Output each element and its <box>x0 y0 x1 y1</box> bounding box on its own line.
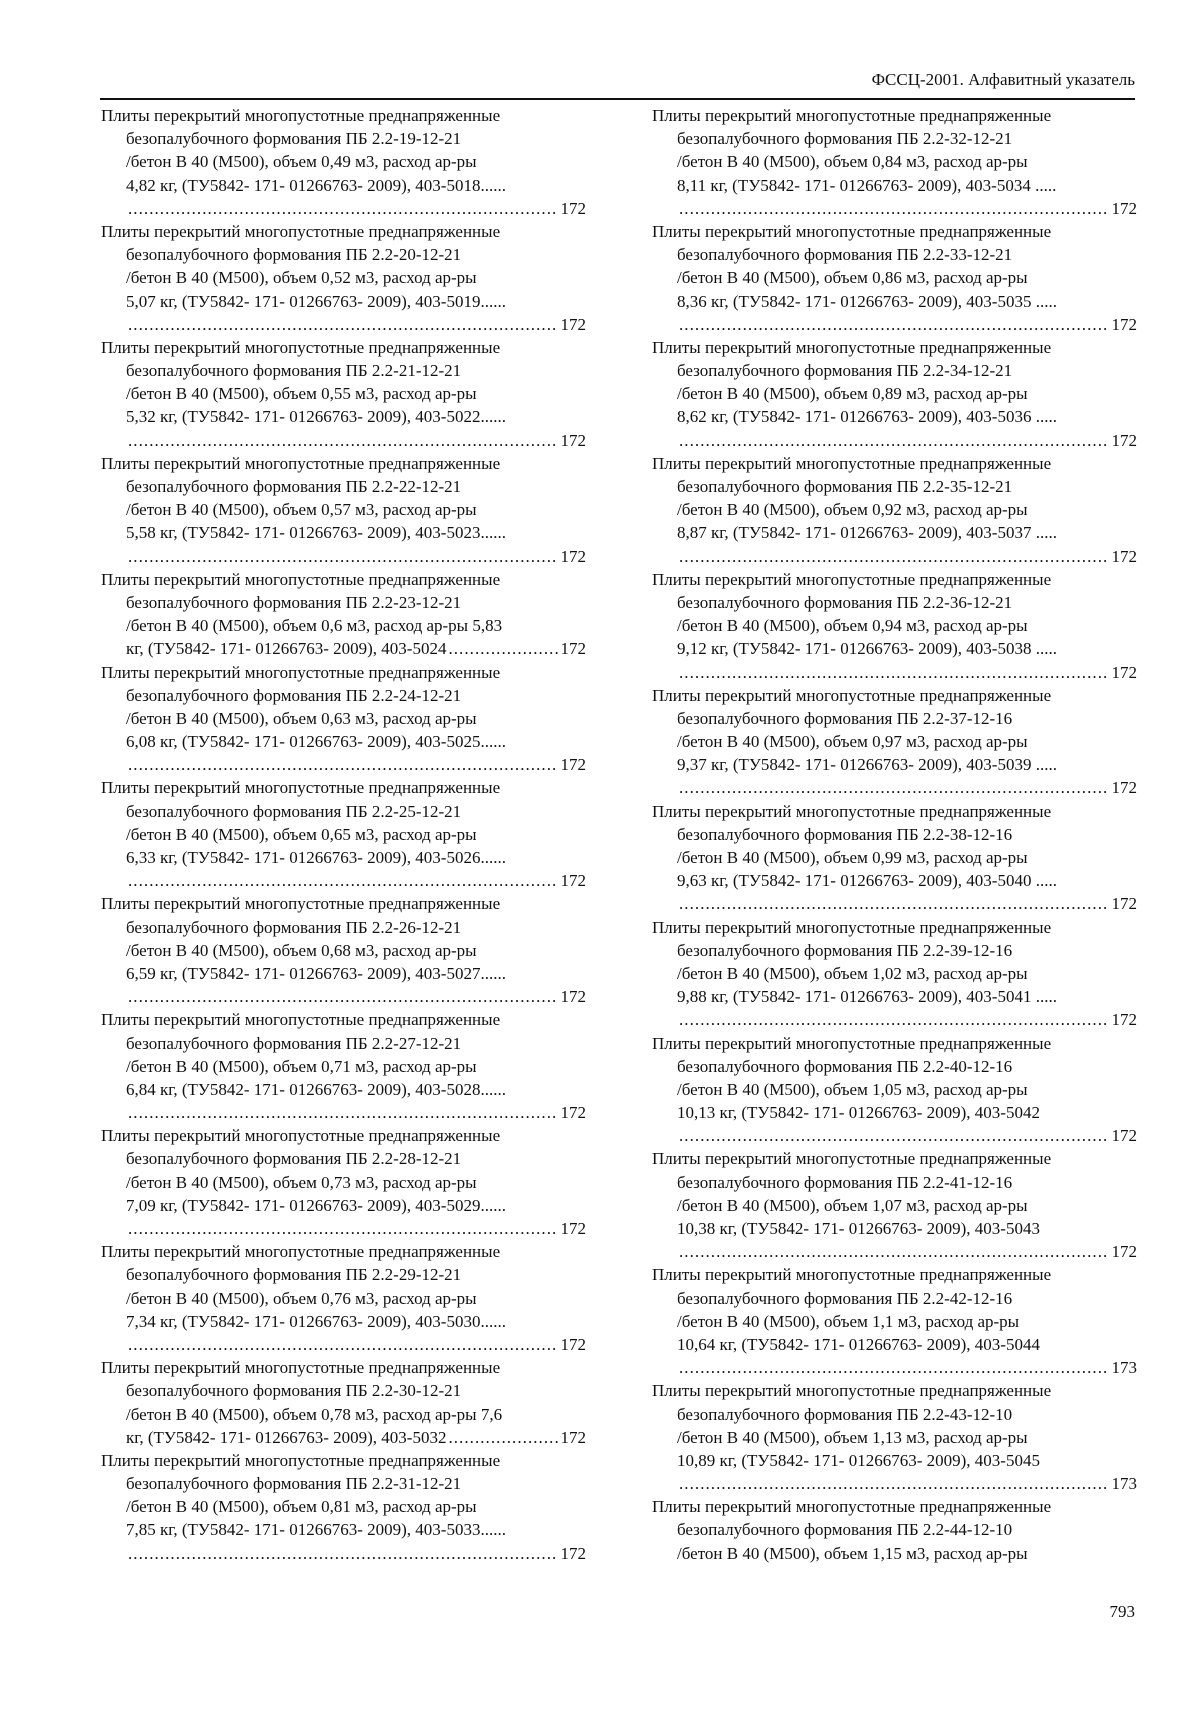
entry-text-line: /бетон В 40 (М500), объем 0,6 м3, расход ар-ры 5,83 <box>126 616 503 636</box>
entry-text-line: /бетон В 40 (М500), объем 0,65 м3, расход ар-ры <box>126 824 477 844</box>
entry-text-line: /бетон В 40 (М500), объем 0,49 м3, расход ар-ры <box>126 152 477 172</box>
entry-text-line: безопалубочного формования ПБ 2.2-29-12-21 <box>126 1265 462 1285</box>
entry-text-line: безопалубочного формования ПБ 2.2-28-12-21 <box>126 1149 462 1169</box>
entry-text-line: безопалубочного формования ПБ 2.2-41-12-16 <box>677 1172 1013 1192</box>
entry-page-ref: 173 <box>1111 1474 1137 1494</box>
entry-text-line: 10,13 кг, (ТУ5842- 171- 01266763- 2009), 403-5042 <box>677 1103 1040 1123</box>
index-entry <box>101 1449 586 1565</box>
entry-page-ref: 172 <box>560 871 586 891</box>
entry-text-line: 5,32 кг, (ТУ5842- 171- 01266763- 2009), 403-5022...... <box>126 407 506 427</box>
index-entry <box>652 1147 1137 1263</box>
index-entry <box>652 452 1137 568</box>
index-entry <box>652 336 1137 452</box>
entry-text-line: безопалубочного формования ПБ 2.2-30-12-21 <box>126 1381 462 1401</box>
entry-page-ref: 172 <box>1111 314 1137 334</box>
entry-page-ref: 172 <box>1111 1010 1137 1030</box>
entry-text-line: /бетон В 40 (М500), объем 0,63 м3, расход ар-ры <box>126 708 477 728</box>
dot-leader <box>679 1124 1109 1147</box>
entry-page-ref: 172 <box>560 987 586 1007</box>
entry-title-line: Плиты перекрытий многопустотные преднапряженные <box>652 1149 1052 1169</box>
dot-leader <box>679 1008 1109 1031</box>
dot-leader <box>448 637 557 660</box>
entry-text-line: безопалубочного формования ПБ 2.2-23-12-21 <box>126 592 462 612</box>
dot-leader <box>679 197 1109 220</box>
entry-text-line: 6,08 кг, (ТУ5842- 171- 01266763- 2009), 403-5025...... <box>126 732 506 752</box>
entry-page-ref: 172 <box>560 1219 586 1238</box>
entry-title-line: Плиты перекрытий многопустотные преднапряженные <box>101 778 501 798</box>
entry-title-line: Плиты перекрытий многопустотные преднапряженные <box>652 221 1052 241</box>
index-entry <box>101 1124 586 1240</box>
entry-text-line: безопалубочного формования ПБ 2.2-21-12-21 <box>126 361 462 381</box>
entry-title-line: Плиты перекрытий многопустотные преднапряженные <box>101 1450 501 1470</box>
entry-text-line: 7,09 кг, (ТУ5842- 171- 01266763- 2009), 403-5029...... <box>126 1195 506 1215</box>
entry-title-line: Плиты перекрытий многопустотные преднапряженные <box>652 917 1052 937</box>
entry-page-line <box>652 1124 1137 1147</box>
dot-leader <box>679 661 1109 684</box>
dot-leader <box>128 1101 558 1124</box>
index-entry <box>652 916 1137 1032</box>
entry-page-ref: 173 <box>1111 1358 1137 1378</box>
entry-title-line: Плиты перекрытий многопустотные преднапряженные <box>101 1358 501 1378</box>
entry-page-ref: 172 <box>560 755 586 775</box>
entry-page-ref: 172 <box>1111 430 1137 450</box>
entry-title-line: Плиты перекрытий многопустотные преднапряженные <box>652 1381 1052 1401</box>
entry-page-line <box>652 545 1137 568</box>
entry-page-line <box>652 197 1137 220</box>
index-entry <box>652 220 1137 336</box>
entry-title-line: Плиты перекрытий многопустотные преднапряженные <box>101 662 501 682</box>
running-header <box>100 66 1135 100</box>
entry-title-line: Плиты перекрытий многопустотные преднапряженные <box>652 337 1052 357</box>
entry-text-line: безопалубочного формования ПБ 2.2-40-12-16 <box>677 1056 1013 1076</box>
entry-text-line: 9,12 кг, (ТУ5842- 171- 01266763- 2009), 403-5038 ..... <box>677 639 1057 659</box>
index-entry <box>652 684 1137 800</box>
index-entry <box>101 1356 586 1449</box>
entry-text-line: 4,82 кг, (ТУ5842- 171- 01266763- 2009), 403-5018...... <box>126 175 506 195</box>
index-entry <box>101 776 586 892</box>
entry-text-line: 7,85 кг, (ТУ5842- 171- 01266763- 2009), 403-5033...... <box>126 1520 506 1540</box>
entry-title-line: Плиты перекрытий многопустотные преднапряженные <box>101 1126 501 1146</box>
entry-title-line: Плиты перекрытий многопустотные преднапряженные <box>101 1242 501 1262</box>
index-entry <box>101 1240 586 1356</box>
dot-leader <box>679 1472 1109 1495</box>
right-column <box>652 104 1137 1565</box>
entry-page-line <box>652 1472 1137 1495</box>
entry-text-line: /бетон В 40 (М500), объем 0,84 м3, расход ар-ры <box>677 152 1028 172</box>
entry-title-line: Плиты перекрытий многопустотные преднапряженные <box>101 1010 501 1030</box>
index-entry <box>101 336 586 452</box>
dot-leader <box>679 1240 1109 1263</box>
index-entry <box>652 1032 1137 1148</box>
entry-text-line: безопалубочного формования ПБ 2.2-27-12-21 <box>126 1033 462 1053</box>
dot-leader <box>679 1356 1109 1379</box>
entry-title-line: Плиты перекрытий многопустотные преднапряженные <box>652 1265 1052 1285</box>
entry-text-line: /бетон В 40 (М500), объем 0,57 м3, расход ар-ры <box>126 500 477 520</box>
entry-page-ref: 172 <box>560 1427 586 1447</box>
entry-text-line: /бетон В 40 (М500), объем 0,92 м3, расход ар-ры <box>677 500 1028 520</box>
entry-page-ref: 172 <box>560 639 586 659</box>
dot-leader <box>128 197 558 220</box>
entry-page-line <box>652 892 1137 915</box>
entry-text-line: /бетон В 40 (М500), объем 0,71 м3, расход ар-ры <box>126 1056 477 1076</box>
entry-title-line: Плиты перекрытий многопустотные преднапряженные <box>101 453 501 473</box>
entry-text-line: 8,11 кг, (ТУ5842- 171- 01266763- 2009), 403-5034 ..... <box>677 175 1057 195</box>
index-entry <box>101 104 586 220</box>
entry-title-line: Плиты перекрытий многопустотные преднапряженные <box>101 337 501 357</box>
dot-leader <box>128 1217 558 1240</box>
entry-text-line: /бетон В 40 (М500), объем 0,68 м3, расход ар-ры <box>126 940 477 960</box>
entry-text-line: /бетон В 40 (М500), объем 0,78 м3, расход ар-ры 7,6 <box>126 1404 503 1424</box>
entry-text-line: безопалубочного формования ПБ 2.2-31-12-21 <box>126 1474 462 1494</box>
entry-text-line: /бетон В 40 (М500), объем 0,99 м3, расход ар-ры <box>677 848 1028 867</box>
dot-leader <box>679 776 1109 799</box>
entry-title-line: Плиты перекрытий многопустотные преднапряженные <box>101 894 501 914</box>
index-entry <box>101 452 586 568</box>
entry-title-line: Плиты перекрытий многопустотные преднапряженные <box>652 106 1052 125</box>
entry-text-line: /бетон В 40 (М500), объем 1,15 м3, расход ар-ры <box>677 1543 1028 1563</box>
entry-page-line <box>652 1356 1137 1379</box>
entry-page-line <box>101 197 586 220</box>
entry-text-line: 9,37 кг, (ТУ5842- 171- 01266763- 2009), 403-5039 ..... <box>677 755 1057 775</box>
entry-text-line: 8,36 кг, (ТУ5842- 171- 01266763- 2009), 403-5035 ..... <box>677 291 1057 311</box>
index-entry <box>101 892 586 1008</box>
entry-text-line: /бетон В 40 (М500), объем 0,73 м3, расход ар-ры <box>126 1172 477 1192</box>
entry-page-line <box>652 1008 1137 1031</box>
entry-page-line <box>101 1542 586 1565</box>
entry-page-ref: 172 <box>1111 894 1137 914</box>
dot-leader <box>128 1542 558 1565</box>
index-entry <box>101 1008 586 1124</box>
entry-page-ref: 172 <box>560 1334 586 1354</box>
dot-leader <box>128 1333 558 1356</box>
dot-leader <box>679 313 1109 336</box>
dot-leader <box>128 545 558 568</box>
entry-page-line <box>101 1101 586 1124</box>
entry-text-line: /бетон В 40 (М500), объем 0,55 м3, расход ар-ры <box>126 384 477 404</box>
entry-text-line: 7,34 кг, (ТУ5842- 171- 01266763- 2009), 403-5030...... <box>126 1311 506 1331</box>
entry-text-line: безопалубочного формования ПБ 2.2-44-12-10 <box>677 1520 1013 1540</box>
entry-page-ref: 172 <box>560 1543 586 1563</box>
entry-text-line: /бетон В 40 (М500), объем 0,86 м3, расход ар-ры <box>677 268 1028 288</box>
entry-text-line: безопалубочного формования ПБ 2.2-37-12-16 <box>677 708 1013 728</box>
entry-text-line: безопалубочного формования ПБ 2.2-25-12-21 <box>126 801 462 821</box>
entry-page-line <box>101 869 586 892</box>
page-number: 793 <box>1109 1602 1135 1621</box>
entry-page-ref: 172 <box>560 546 586 566</box>
dot-leader <box>679 892 1109 915</box>
entry-page-line <box>101 985 586 1008</box>
entry-text-line: 10,89 кг, (ТУ5842- 171- 01266763- 2009), 403-5045 <box>677 1450 1040 1470</box>
entry-text-line: безопалубочного формования ПБ 2.2-20-12-21 <box>126 245 462 265</box>
entry-page-line <box>101 313 586 336</box>
entry-text-line: безопалубочного формования ПБ 2.2-22-12-21 <box>126 477 462 496</box>
entry-text-line: /бетон В 40 (М500), объем 0,97 м3, расход ар-ры <box>677 732 1028 752</box>
entry-text-line: /бетон В 40 (М500), объем 0,94 м3, расход ар-ры <box>677 616 1028 636</box>
index-entry <box>652 1263 1137 1379</box>
entry-text-line: /бетон В 40 (М500), объем 1,05 м3, расход ар-ры <box>677 1079 1028 1099</box>
dot-leader <box>679 545 1109 568</box>
entry-title-line: Плиты перекрытий многопустотные преднапряженные <box>652 801 1052 821</box>
entry-tail-text: кг, (ТУ5842- 171- 01266763- 2009), 403-5032 <box>126 1427 447 1447</box>
entry-text-line: /бетон В 40 (М500), объем 1,1 м3, расход ар-ры <box>677 1311 1020 1331</box>
entry-page-line <box>652 776 1137 799</box>
dot-leader <box>128 985 558 1008</box>
entry-text-line: /бетон В 40 (М500), объем 1,13 м3, расход ар-ры <box>677 1427 1028 1447</box>
entry-text-line: 5,07 кг, (ТУ5842- 171- 01266763- 2009), 403-5019...... <box>126 291 506 311</box>
entry-text-line: 8,87 кг, (ТУ5842- 171- 01266763- 2009), 403-5037 ..... <box>677 523 1057 543</box>
index-entry <box>652 1495 1137 1565</box>
entry-text-line: /бетон В 40 (М500), объем 1,07 м3, расход ар-ры <box>677 1195 1028 1215</box>
index-entry <box>101 661 586 777</box>
entry-page-line <box>101 637 586 660</box>
entry-title-line: Плиты перекрытий многопустотные преднапряженные <box>652 1497 1052 1517</box>
index-entry <box>652 104 1137 220</box>
dot-leader <box>128 429 558 452</box>
entry-text-line: безопалубочного формования ПБ 2.2-43-12-10 <box>677 1404 1013 1424</box>
entry-page-ref: 172 <box>1111 1126 1137 1146</box>
entry-text-line: безопалубочного формования ПБ 2.2-33-12-21 <box>677 245 1013 265</box>
entry-title-line: Плиты перекрытий многопустотные преднапряженные <box>652 453 1052 473</box>
entry-page-ref: 172 <box>560 1103 586 1123</box>
entry-text-line: /бетон В 40 (М500), объем 0,52 м3, расход ар-ры <box>126 268 477 288</box>
entry-page-ref: 172 <box>1111 1242 1137 1262</box>
header-title: ФССЦ-2001. Алфавитный указатель <box>871 70 1135 89</box>
entry-text-line: безопалубочного формования ПБ 2.2-42-12-16 <box>677 1288 1013 1308</box>
entry-page-line <box>101 545 586 568</box>
entry-text-line: 10,64 кг, (ТУ5842- 171- 01266763- 2009), 403-5044 <box>677 1334 1040 1354</box>
entry-text-line: безопалубочного формования ПБ 2.2-19-12-21 <box>126 129 462 149</box>
entry-text-line: безопалубочного формования ПБ 2.2-26-12-21 <box>126 917 462 937</box>
entry-page-line <box>652 429 1137 452</box>
entry-title-line: Плиты перекрытий многопустотные преднапряженные <box>652 1033 1052 1053</box>
entry-text-line: 10,38 кг, (ТУ5842- 171- 01266763- 2009), 403-5043 <box>677 1219 1040 1238</box>
entry-page-line <box>101 753 586 776</box>
entry-text-line: безопалубочного формования ПБ 2.2-39-12-16 <box>677 940 1013 960</box>
entry-tail-text: кг, (ТУ5842- 171- 01266763- 2009), 403-5024 <box>126 639 447 659</box>
entry-page-ref: 172 <box>560 430 586 450</box>
entry-page-line <box>652 661 1137 684</box>
entry-page-line <box>652 313 1137 336</box>
index-entry <box>652 1379 1137 1495</box>
entry-text-line: /бетон В 40 (М500), объем 0,81 м3, расход ар-ры <box>126 1497 477 1517</box>
entry-page-ref: 172 <box>1111 546 1137 566</box>
entry-text-line: /бетон В 40 (М500), объем 0,89 м3, расход ар-ры <box>677 384 1028 404</box>
entry-page-line <box>652 1240 1137 1263</box>
entry-page-ref: 172 <box>560 314 586 334</box>
entry-page-line <box>101 1426 586 1449</box>
entry-page-line <box>101 1333 586 1356</box>
entry-text-line: 9,63 кг, (ТУ5842- 171- 01266763- 2009), 403-5040 ..... <box>677 871 1057 891</box>
entry-text-line: безопалубочного формования ПБ 2.2-34-12-21 <box>677 361 1013 381</box>
entry-text-line: безопалубочного формования ПБ 2.2-24-12-21 <box>126 685 462 705</box>
entry-text-line: 8,62 кг, (ТУ5842- 171- 01266763- 2009), 403-5036 ..... <box>677 407 1057 427</box>
entry-text-line: 6,84 кг, (ТУ5842- 171- 01266763- 2009), 403-5028...... <box>126 1079 506 1099</box>
dot-leader <box>128 869 558 892</box>
entry-page-ref: 172 <box>560 198 586 218</box>
dot-leader <box>128 753 558 776</box>
entry-page-ref: 172 <box>1111 662 1137 682</box>
index-entry <box>101 220 586 336</box>
entry-title-line: Плиты перекрытий многопустотные преднапряженные <box>652 569 1052 589</box>
entry-page-line <box>101 1217 586 1240</box>
entry-text-line: безопалубочного формования ПБ 2.2-36-12-21 <box>677 592 1013 612</box>
dot-leader <box>448 1426 557 1449</box>
entry-text-line: безопалубочного формования ПБ 2.2-32-12-21 <box>677 129 1013 149</box>
entry-title-line: Плиты перекрытий многопустотные преднапряженные <box>101 106 501 125</box>
entry-title-line: Плиты перекрытий многопустотные преднапряженные <box>101 569 501 589</box>
entry-text-line: 6,33 кг, (ТУ5842- 171- 01266763- 2009), 403-5026...... <box>126 848 506 867</box>
entry-text-line: 9,88 кг, (ТУ5842- 171- 01266763- 2009), 403-5041 ..... <box>677 987 1057 1007</box>
entry-text-line: 5,58 кг, (ТУ5842- 171- 01266763- 2009), 403-5023...... <box>126 523 506 543</box>
entry-text-line: 6,59 кг, (ТУ5842- 171- 01266763- 2009), 403-5027...... <box>126 963 506 983</box>
entry-title-line: Плиты перекрытий многопустотные преднапряженные <box>652 685 1052 705</box>
entry-page-line <box>101 429 586 452</box>
entry-page-ref: 172 <box>1111 198 1137 218</box>
entry-title-line: Плиты перекрытий многопустотные преднапряженные <box>101 221 501 241</box>
dot-leader <box>128 313 558 336</box>
index-entry <box>101 568 586 661</box>
entry-text-line: /бетон В 40 (М500), объем 0,76 м3, расход ар-ры <box>126 1288 477 1308</box>
left-column <box>101 104 586 1565</box>
index-entry <box>652 800 1137 916</box>
index-entry <box>652 568 1137 684</box>
entry-text-line: /бетон В 40 (М500), объем 1,02 м3, расход ар-ры <box>677 963 1028 983</box>
entry-text-line: безопалубочного формования ПБ 2.2-38-12-16 <box>677 824 1013 844</box>
entry-text-line: безопалубочного формования ПБ 2.2-35-12-21 <box>677 477 1013 496</box>
entry-page-ref: 172 <box>1111 778 1137 798</box>
dot-leader <box>679 429 1109 452</box>
